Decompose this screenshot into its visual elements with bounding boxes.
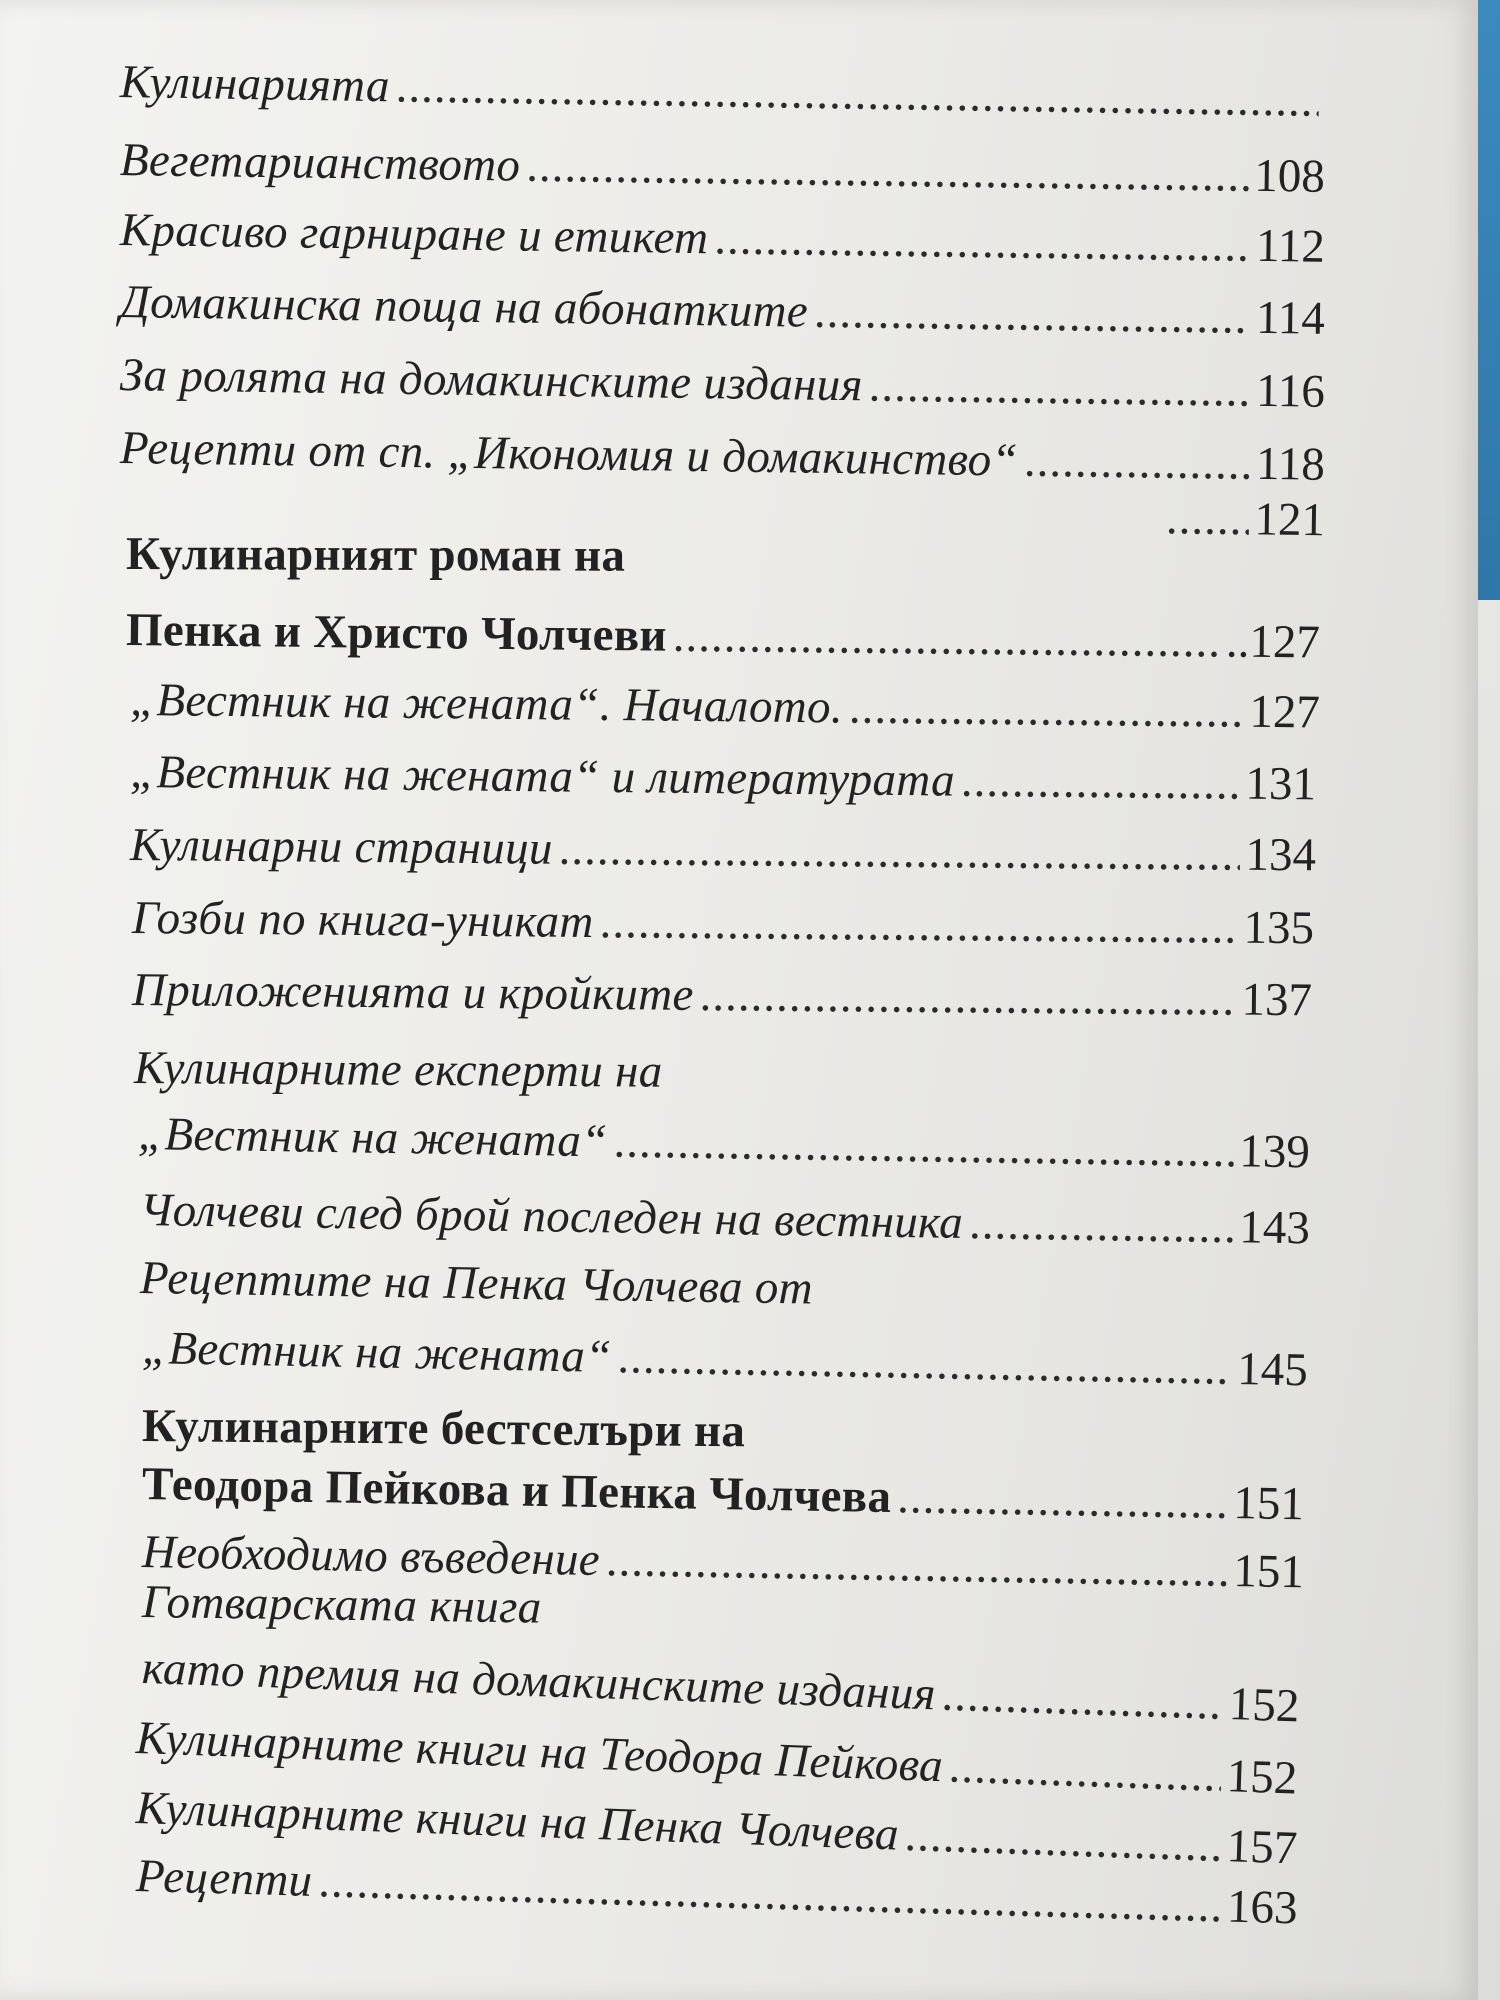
toc-entry-page: 112 <box>1255 219 1326 273</box>
toc-entry-title: Красиво гарниране и етикет <box>119 204 709 265</box>
toc-entry-title: „Вестник на жената“ и литературата <box>129 746 956 807</box>
toc-entry-title: Теодора Пейкова и Пенка Чолчева <box>141 1458 892 1524</box>
dot-leader <box>613 1111 1234 1181</box>
toc-entry-title: Необходимо въведение <box>141 1526 601 1586</box>
toc-entry-page: 145 <box>1236 1343 1309 1397</box>
toc-entry-title: Рецепти от сп. „Икономия и домакинство“ <box>119 422 1019 487</box>
toc-entry-title: „Вестник на жената“ <box>137 1108 609 1168</box>
toc-entry-page: 143 <box>1238 1201 1311 1255</box>
toc-entry <box>142 1572 843 1642</box>
toc-entry-page: 121 <box>1254 493 1326 547</box>
dot-leader <box>969 1193 1234 1257</box>
toc-section-heading <box>141 1454 1304 1534</box>
toc-entry-page: 114 <box>1255 291 1326 345</box>
toc-entry-title: Кулинарни страници <box>129 819 553 875</box>
toc-entry <box>138 1104 1311 1182</box>
toc-entry-page: 157 <box>1225 1820 1299 1875</box>
dot-leader <box>673 606 1221 672</box>
toc-entry <box>130 742 1317 814</box>
toc-entry <box>132 960 1312 1030</box>
toc-entry-title: Гозби по книга-уникат <box>131 892 594 949</box>
toc-entry-page: 134 <box>1245 828 1317 882</box>
toc-entry <box>130 670 1321 742</box>
toc-entry-title: Кулинарните бестселъри на <box>141 1400 746 1458</box>
toc-entry-page: 163 <box>1226 1880 1299 1935</box>
toc-entry <box>120 418 1326 495</box>
toc-entry-title: Рецепти <box>135 1850 314 1907</box>
toc-entry-page: 137 <box>1241 973 1313 1027</box>
dot-leader <box>699 965 1235 1030</box>
toc-entry <box>141 1318 1308 1400</box>
toc-entry <box>132 888 1314 958</box>
toc-entry <box>134 1038 834 1103</box>
toc-entry-page: 116 <box>1255 364 1326 418</box>
toc-section-heading <box>126 600 1321 673</box>
toc-entry-page: 108 <box>1254 149 1326 203</box>
toc-entry-title: Кулинарията <box>119 56 391 113</box>
toc-entry-title: За ролята на домакинските издания <box>119 349 864 412</box>
dot-leader <box>941 1665 1224 1734</box>
dot-leader <box>868 355 1250 420</box>
toc-section-heading <box>126 524 826 586</box>
dot-leader <box>1166 488 1249 549</box>
dot-leader <box>526 136 1249 206</box>
toc-entry-page: 152 <box>1228 1678 1301 1733</box>
toc-entry-title: Рецептите на Пенка Чолчева от <box>139 1252 814 1315</box>
toc-entry <box>1160 488 1326 550</box>
dot-leader <box>961 751 1240 814</box>
toc-entry-title: Кулинарните експерти на <box>133 1042 663 1098</box>
toc-entry-title: Чолчеви след брой последен на вестника <box>139 1184 964 1249</box>
dot-leader <box>558 819 1239 885</box>
toc-entry-page: 139 <box>1238 1125 1311 1179</box>
toc-entry <box>140 1248 901 1320</box>
toc-entry <box>130 815 1316 885</box>
toc-entry <box>120 345 1326 422</box>
toc-entry <box>120 52 1326 131</box>
toc-entry-title: Домакинска поща на абонатките <box>119 276 809 338</box>
dot-leader <box>904 1805 1222 1876</box>
toc-entry <box>120 130 1326 207</box>
toc-entry-page: 118 <box>1255 437 1326 491</box>
dot-leader <box>395 56 1319 130</box>
toc-entry-title: Готварската книга <box>141 1576 542 1634</box>
dot-leader <box>948 1736 1222 1805</box>
toc-entry-page: 127 <box>1249 685 1321 739</box>
toc-entry-page: ..127 <box>1225 615 1321 669</box>
toc-entry <box>140 1180 1311 1258</box>
toc-entry <box>120 272 1326 349</box>
dot-leader <box>849 678 1244 742</box>
toc-entry-title: Кулинарният роман на <box>125 528 626 582</box>
dot-leader <box>897 1467 1228 1533</box>
dot-leader <box>617 1327 1232 1399</box>
toc-entry-title: Вегетарианството <box>119 134 521 192</box>
toc-entry <box>120 200 1326 277</box>
toc-entry-title: като премия на домакинските издания <box>141 1642 937 1721</box>
toc-entry-title: „Вестник на жената“. Началото. <box>129 674 844 734</box>
toc-entry-title: Приложенията и кройките <box>131 964 694 1021</box>
toc-section-heading <box>142 1396 842 1462</box>
toc-entry-page: 151 <box>1232 1545 1305 1599</box>
toc-entry-title: Пенка и Христо Чолчеви <box>125 604 668 662</box>
dot-leader <box>1023 431 1250 494</box>
toc-entry-page: 131 <box>1245 757 1317 811</box>
dot-leader <box>814 282 1251 348</box>
toc-entry-title: „Вестник на жената“ <box>141 1322 613 1384</box>
toc-entry-page: 152 <box>1225 1750 1299 1805</box>
toc-entry-title: Кулинарните книги на Теодора Пейкова <box>135 1712 944 1793</box>
dot-leader <box>714 208 1251 275</box>
toc-entry-title: Кулинарните книги на Пенка Чолчева <box>135 1782 900 1861</box>
toc-entry-page: 151 <box>1232 1477 1305 1531</box>
toc-entry-page: 135 <box>1243 901 1315 955</box>
dot-leader <box>599 892 1237 958</box>
